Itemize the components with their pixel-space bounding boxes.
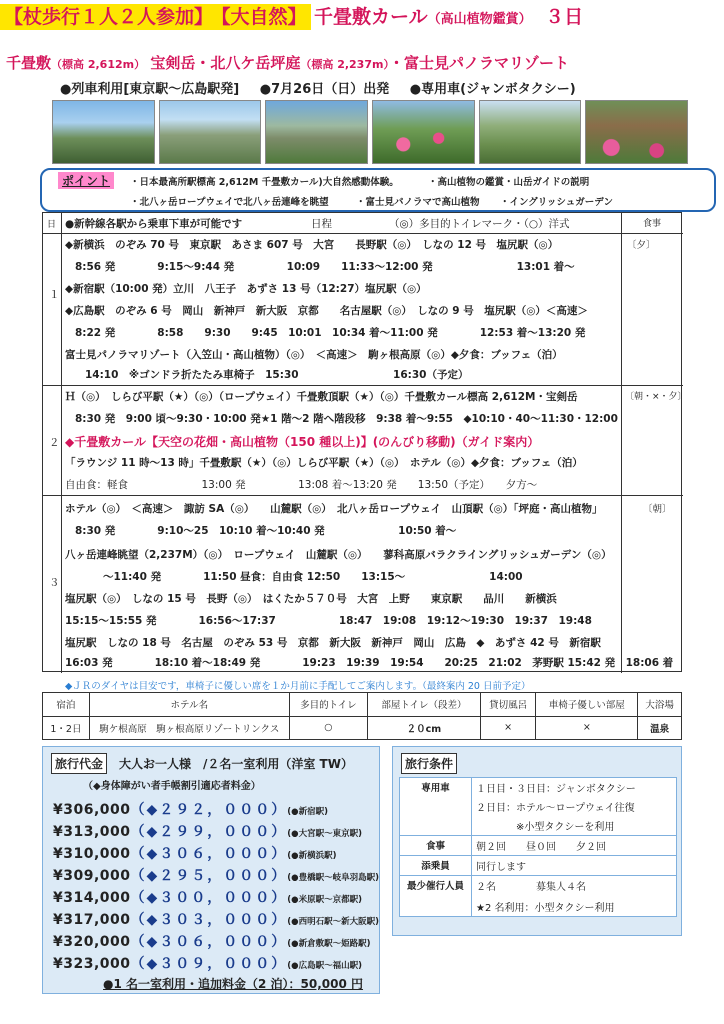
photo-strip (52, 100, 688, 166)
price-amount: ¥314,000 (53, 890, 131, 906)
photo-flowers (372, 100, 475, 164)
header-note: ●新幹線各駅から乗車下車が可能です (65, 218, 243, 230)
conditions-value-line: ２名 募集人４名 (476, 882, 586, 893)
day3-line: 塩尻駅（◎） しなの 15 号 長野（◎） はくたか５７０号 大宮 上野 東京駅 品川 新横浜 (65, 593, 557, 605)
hotel-header-cell: 貸切風呂 (480, 693, 535, 717)
day3-line: ～11:40 発 11:50 昼食：自由食 12:50 13:15～ 14:00 (103, 571, 523, 583)
price-amount: ¥323,000 (53, 956, 131, 972)
hotel-header-cell: 部屋トイレ（段差） (367, 693, 480, 717)
price-row (53, 865, 379, 885)
photo-mountain (265, 100, 368, 164)
day1-num: １ (49, 289, 60, 301)
hotel-header-cell: ホテル名 (89, 693, 289, 717)
header-legend: （◎）多目的トイレマーク・（○）洋式 (389, 218, 570, 230)
price-discount: （◆３０９，０００） (130, 956, 288, 972)
day3-meal: 〔朝〕 (643, 504, 672, 515)
conditions-value-line: ※小型タクシーを利用 (516, 822, 615, 833)
day1-line: ◆新宿駅（10:00 発）立川 八王子 あずさ 13 号（12:27）塩尻駅（◎） (65, 283, 427, 295)
price-amount: ¥313,000 (53, 824, 131, 840)
point-item: ・イングリッシュガーデン (500, 197, 614, 208)
day2-line: 自由食：軽食 13:00 発 13:08 着～13:20 発 13:50（予定） 夕方～ (65, 479, 538, 491)
hotel-header-row (43, 693, 682, 717)
price-amount: ¥306,000 (53, 802, 131, 818)
price-row (53, 821, 362, 841)
hotel-cell: 1・2日 (43, 716, 90, 740)
conditions-value (472, 778, 677, 836)
day3-num: ３ (49, 577, 60, 589)
conditions-key: 専用車 (400, 778, 472, 836)
photo-station (159, 100, 262, 164)
price-head: 大人お一人様 /２名一室利用（洋室 TW） (119, 757, 353, 771)
subtitle (6, 52, 569, 73)
day1-line: 8:56 発 9:15～9:44 発 10:09 11:33～12:00 発 13:01 着～ (75, 261, 575, 273)
day3-line: 八ヶ岳連峰眺望（2,237M）（◎） ロープウェイ 山麓駅（◎） 蓼科高原バラクライングリッシュガーデン（◎） (65, 549, 612, 561)
hotel-cell: × (536, 716, 638, 740)
price-discount: （◆２９５，０００） (130, 868, 288, 884)
jr-note: ◆ＪＲのダイヤは目安です，車椅子に優しい席を１か月前に手配してご案内します。（最終案内 20 日前予定） (65, 681, 531, 692)
day1-line: 8:22 発 8:58 9:30 9:45 10:01 10:34 着～11:00 発 12:53 着～13:20 発 (75, 327, 586, 339)
header-legend-label: 日程 (311, 218, 332, 230)
price-row (53, 909, 379, 929)
conditions-row (400, 876, 677, 917)
day2-line: 8:30 発 9:00 頃～9:30・10:00 発★1 階～2 階へ階段移 9:38 着～9:55 ◆10:10・40～11:30・12:00 (75, 413, 618, 425)
price-sub: （◆身体障がい者手帳割引適応者料金） (83, 781, 261, 792)
day1-meal: 〔夕〕 (627, 240, 656, 251)
price-discount: （◆２９９，０００） (130, 824, 288, 840)
price-area: (●新横浜駅) (287, 851, 337, 861)
photo-ropeway (52, 100, 155, 164)
hotel-header-cell: 大浴場 (638, 693, 682, 717)
title-days: ３日 (545, 6, 584, 28)
price-area: (●広島駅～福山駅) (287, 961, 362, 971)
price-area: (●新倉敷駅～姫路駅) (287, 939, 371, 949)
header-meal: 食事 (643, 219, 662, 229)
photo-garden-flowers (585, 100, 688, 164)
day1-line: ◆新横浜 のぞみ 70 号 東京駅 あさま 607 号 大宮 長野駅（◎） しなの 12 号 塩尻駅（◎） (65, 239, 559, 251)
day3-line: 8:30 発 9:10～25 10:10 着～10:40 発 10:50 着～ (75, 525, 457, 537)
hotel-header-cell: 宿泊 (43, 693, 90, 717)
point-item: ・日本最高所駅標高 2,612M 千畳敷カール)大自然感動体験。 (130, 177, 399, 188)
subtitle-part2: 宝剣岳・北八ケ岳坪庭 (150, 54, 301, 72)
info-line (60, 78, 592, 97)
price-discount: （◆３０３，０００） (130, 912, 288, 928)
price-amount: ¥320,000 (53, 934, 131, 950)
conditions-row (400, 778, 677, 836)
title-paren: （高山植物鑑賞） (427, 12, 532, 27)
title-badge-cane: 【杖歩行１人２人参加】 (0, 4, 217, 30)
info-train: ●列車利用[東京駅～広島駅発] (60, 82, 240, 97)
conditions-row (400, 836, 677, 856)
day1-line: 14:10 ※ゴンドラ折たたみ車椅子 15:30 16:30（予定） (85, 369, 469, 381)
subtitle-part1: 千畳敷 (6, 54, 52, 72)
price-discount: （◆３０６，０００） (130, 934, 288, 950)
header-day: 日 (47, 220, 57, 230)
day2-num: ２ (49, 437, 60, 449)
schedule-table (42, 212, 687, 672)
info-date: ●7月26日（日）出発 (259, 82, 390, 97)
day3-line: ホテル（◎） ＜高速＞ 諏訪 SA（◎） 山麓駅（◎） 北八ヶ岳ロープウェイ 山頂駅（◎）「坪庭・高山植物」 (65, 503, 603, 515)
conditions-value: 朝２回 昼０回 夕２回 (472, 836, 677, 856)
hotel-cell: × (480, 716, 535, 740)
point-item: ・高山植物の鑑賞・山岳ガイドの説明 (428, 177, 590, 188)
conditions-value-line: ２日目：ホテル～ロープウェイ往復 (476, 803, 635, 814)
conditions-value-line: １日目・３日目：ジャンボタクシー (476, 784, 636, 795)
price-discount: （◆３０６，０００） (130, 846, 288, 862)
subtitle-part1-elev: （標高 2,612m） (51, 58, 146, 71)
day3-line: 15:15～15:55 発 16:56～17:37 18:47 19:08 19:12～19:30 19:37 19:48 (65, 615, 592, 627)
day3-line: 塩尻駅 しなの 18 号 名古屋 のぞみ 53 号 京都 新大阪 新神戸 岡山 広島 ◆ あずさ 42 号 新宿駅 (65, 637, 601, 649)
conditions-value-line: ★2 名利用：小型タクシー利用 (476, 903, 615, 914)
conditions-value: 同行します (472, 856, 677, 876)
subtitle-part2-elev: （標高 2,237m） (300, 58, 389, 71)
day1-line: 富士見パノラマリゾート（入笠山・高山植物）（◎） ＜高速＞ 駒ヶ根高原（◎）◆夕食：ブッフェ（泊） (65, 349, 563, 361)
conditions-label: 旅行条件 (401, 753, 457, 774)
page-title: 千畳敷カール (314, 6, 428, 28)
conditions-box (392, 746, 682, 936)
hotel-cell: 温泉 (638, 716, 682, 740)
price-amount: ¥310,000 (53, 846, 131, 862)
price-discount: （◆２９２，０００） (130, 802, 288, 818)
conditions-table (399, 777, 677, 917)
price-label: 旅行代金 (51, 753, 107, 774)
price-discount: （◆３００，０００） (130, 890, 288, 906)
price-row (53, 953, 362, 973)
price-area: (●西明石駅～新大阪駅) (287, 917, 379, 927)
conditions-row (400, 856, 677, 876)
price-row (53, 799, 328, 819)
point-item: ・富士見パノラマで高山植物 (356, 197, 480, 208)
price-row (53, 843, 336, 863)
hotel-cell: 駒ケ根高原 駒ヶ根高原リゾートリンクス (89, 716, 289, 740)
point-item: ・北八ヶ岳ロープウェイで北八ヶ岳連峰を眺望 (130, 197, 329, 208)
day3-line: 16:03 発 18:10 着～18:49 発 19:23 19:39 19:54 20:25 21:02 茅野駅 15:42 発 18:06 着 (65, 657, 674, 669)
point-label: ポイント (58, 172, 114, 189)
hotel-header-cell: 車椅子優しい部屋 (536, 693, 638, 717)
conditions-key: 添乗員 (400, 856, 472, 876)
price-row (53, 887, 362, 907)
subtitle-part3: ・富士見パノラマリゾート (388, 54, 569, 72)
price-row (53, 931, 370, 951)
photo-garden-people (479, 100, 582, 164)
day2-line: Ｈ（◎） しらび平駅（★）（◎）（ロープウェイ）千畳敷頂駅（★）（◎）千畳敷カール標高 2,612M・宝剣岳 (65, 391, 578, 403)
day2-meal: 〔朝・×・夕〕 (625, 392, 687, 402)
hotel-cell: ○ (289, 716, 367, 740)
price-box (42, 746, 380, 994)
conditions-key: 最少催行人員 (400, 876, 472, 917)
conditions-key: 食事 (400, 836, 472, 856)
hotel-header-cell: 多目的トイレ (289, 693, 367, 717)
price-area: (●新宿駅) (287, 807, 328, 817)
title-badge-nature: 【大自然】 (217, 4, 311, 30)
hotel-row (43, 716, 682, 740)
price-area: (●米原駅～京都駅) (287, 895, 362, 905)
hotel-table (42, 692, 682, 740)
hotel-cell: ２０cm (367, 716, 480, 740)
price-area: (●大宮駅～東京駅) (287, 829, 362, 839)
day2-line: 「ラウンジ 11 時～13 時」千畳敷駅（★）（◎）しらび平駅（★）（◎） ホテル（◎）◆夕食：ブッフェ（泊） (65, 457, 583, 469)
conditions-value (472, 876, 677, 917)
price-amount: ¥317,000 (53, 912, 131, 928)
title-bar (0, 2, 724, 40)
price-footer: ●1 名一室利用・追加料金（2 泊）：50,000 円 (103, 977, 364, 991)
price-area: (●豊橋駅～岐阜羽島駅) (287, 873, 379, 883)
day1-line: ◆広島駅 のぞみ 6 号 岡山 新神戸 新大阪 京都 名古屋駅（◎） しなの 9 号 塩尻駅（◎）＜高速＞ (65, 305, 588, 317)
day2-line-highlight: ◆千畳敷カール【天空の花畑・高山植物（150 種以上)】(のんびり移動)（ガイド案内） (65, 435, 540, 449)
info-car: ●専用車(ジャンボタクシー) (409, 82, 576, 97)
price-amount: ¥309,000 (53, 868, 131, 884)
